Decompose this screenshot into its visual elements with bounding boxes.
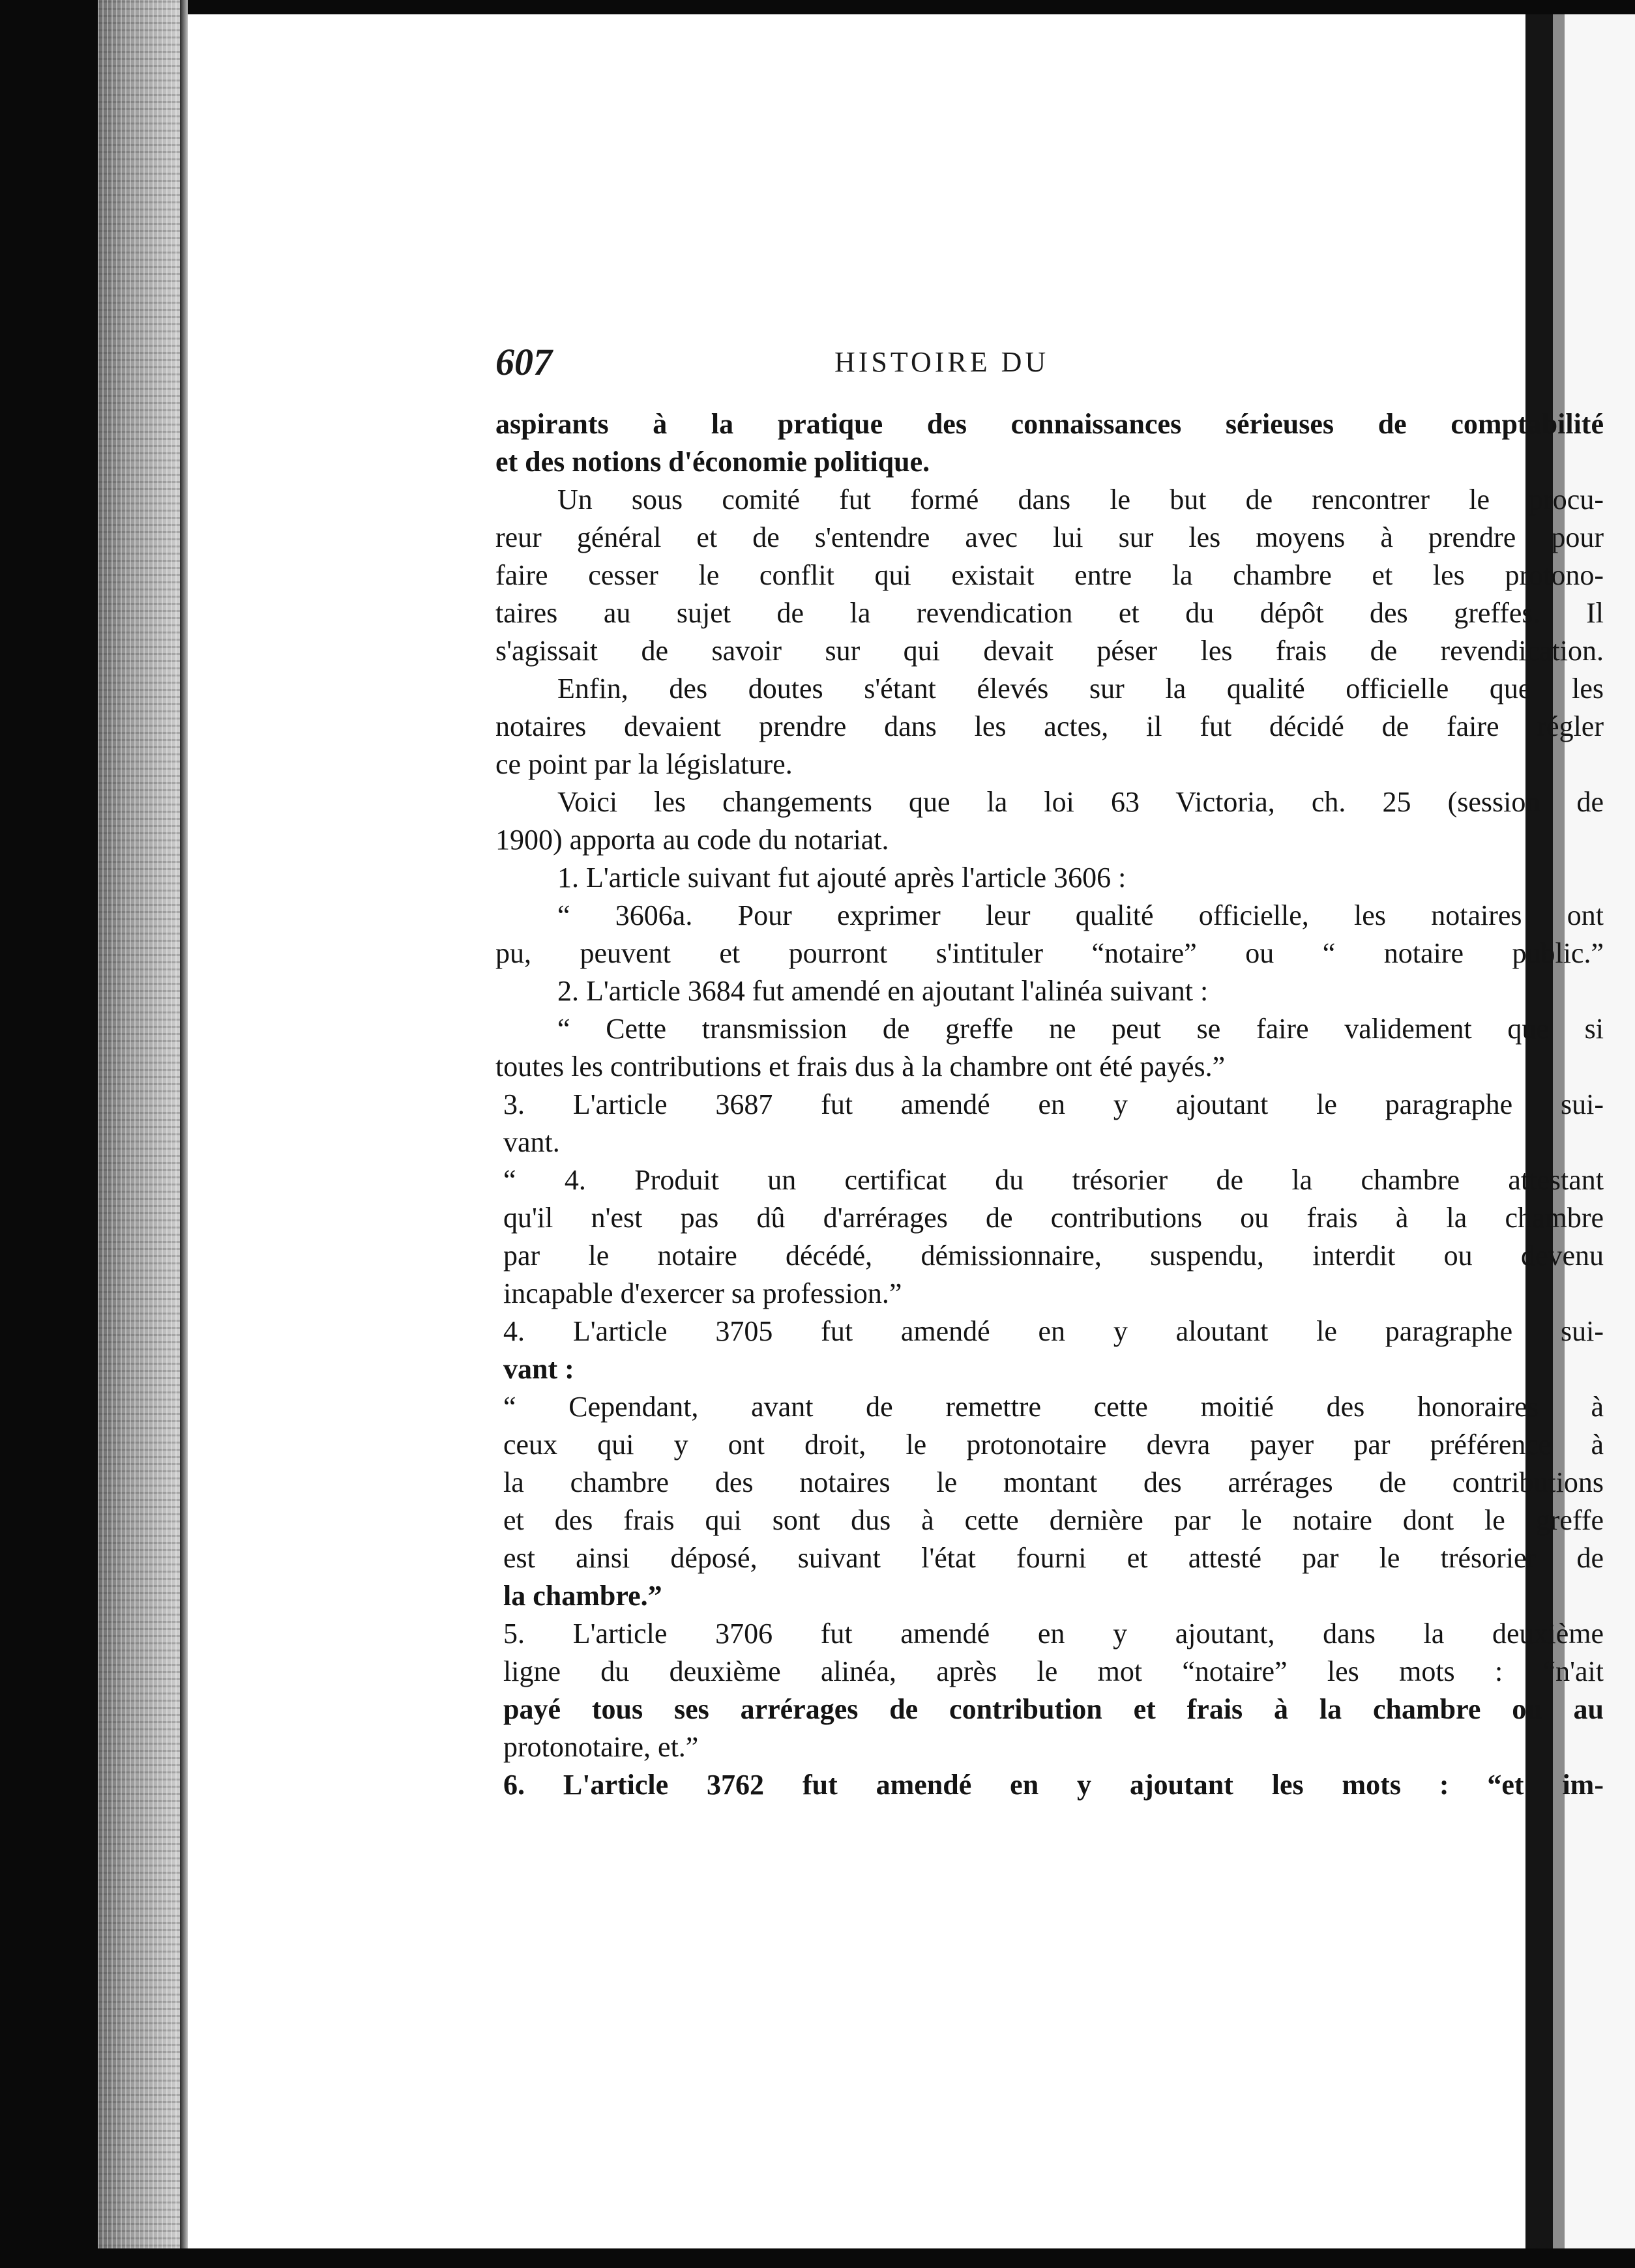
text-line: ligne du deuxième alinéa, après le mot “notaire” les mots : “n'ait (503, 1655, 1604, 1687)
text-line: taires au sujet de la revendication et du dépôt des greffes. Il (495, 597, 1604, 629)
text-line: 1. L'article suivant fut ajouté après l'article 3606 : (557, 862, 1127, 894)
text-line: 2. L'article 3684 fut amendé en ajoutant l'alinéa suivant : (557, 975, 1209, 1007)
text-line: 6. L'article 3762 fut amendé en y ajoutant les mots : “et im- (503, 1769, 1604, 1801)
text-line: ceux qui y ont droit, le protonotaire devra payer par préférence à (503, 1429, 1604, 1461)
text-line: vant : (503, 1353, 574, 1385)
text-line: s'agissait de savoir sur qui devait péser les frais de revendication. (495, 635, 1604, 667)
text-line: “ Cette transmission de greffe ne peut se faire validement que si (557, 1013, 1604, 1045)
scan-border-top (0, 0, 1635, 14)
text-line: notaires devaient prendre dans les actes, il fut décidé de faire régler (495, 710, 1604, 742)
text-line: Un sous comité fut formé dans le but de rencontrer le procu- (557, 484, 1604, 516)
text-line: et des frais qui sont dus à cette dernière par le notaire dont le greffe (503, 1504, 1604, 1536)
text-line: reur général et de s'entendre avec lui sur les moyens à prendre pour (495, 521, 1604, 553)
text-line: faire cesser le conflit qui existait entre la chambre et les protono- (495, 559, 1604, 591)
text-line: Enfin, des doutes s'étant élevés sur la qualité officielle que les (557, 673, 1604, 705)
text-line: vant. (503, 1126, 560, 1158)
scan-border-bottom (0, 2248, 1635, 2268)
text-line: qu'il n'est pas dû d'arrérages de contributions ou frais à la chambre (503, 1202, 1604, 1234)
text-line: la chambre.” (503, 1580, 662, 1612)
text-line: 4. L'article 3705 fut amendé en y aloutant le paragraphe sui- (503, 1315, 1604, 1347)
text-line: 1900) apporta au code du notariat. (495, 824, 889, 856)
text-line: “ 4. Produit un certificat du trésorier de la chambre attestant (503, 1164, 1604, 1196)
body-text (495, 405, 1604, 1804)
running-head: HISTOIRE DU (834, 346, 1050, 378)
page-number: 607 (495, 341, 552, 383)
text-line: toutes les contributions et frais dus à la chambre ont été payés.” (495, 1051, 1226, 1083)
text-line: pu, peuvent et pourront s'intituler “notaire” ou “ notaire public.” (495, 937, 1604, 969)
book-edge-shadow (180, 0, 188, 2268)
text-line: “ 3606a. Pour exprimer leur qualité officielle, les notaires ont (557, 899, 1604, 931)
text-line: la chambre des notaires le montant des arrérages de contributions (503, 1466, 1604, 1498)
text-line: aspirants à la pratique des connaissances sérieuses de comptabilité (495, 408, 1604, 440)
text-line: “ Cependant, avant de remettre cette moitié des honoraires à (503, 1391, 1604, 1423)
text-line: 5. L'article 3706 fut amendé en y ajoutant, dans la deuxième (503, 1618, 1604, 1650)
text-line: protonotaire, et.” (503, 1731, 699, 1763)
scan-border-left (0, 0, 98, 2268)
text-line: par le notaire décédé, démissionnaire, suspendu, interdit ou devenu (503, 1240, 1604, 1272)
text-line: est ainsi déposé, suivant l'état fourni et attesté par le trésorier de (503, 1542, 1604, 1574)
text-line: ce point par la législature. (495, 748, 793, 780)
text-line: payé tous ses arrérages de contribution et frais à la chambre ou au (503, 1693, 1604, 1725)
text-line: et des notions d'économie politique. (495, 446, 930, 478)
document-page (189, 14, 1604, 2248)
text-line: incapable d'exercer sa profession.” (503, 1277, 902, 1309)
book-page-edge (98, 0, 186, 2268)
text-line: Voici les changements que la loi 63 Victoria, ch. 25 (session de (557, 786, 1604, 818)
text-line: 3. L'article 3687 fut amendé en y ajoutant le paragraphe sui- (503, 1088, 1604, 1120)
page-header (495, 340, 1604, 392)
